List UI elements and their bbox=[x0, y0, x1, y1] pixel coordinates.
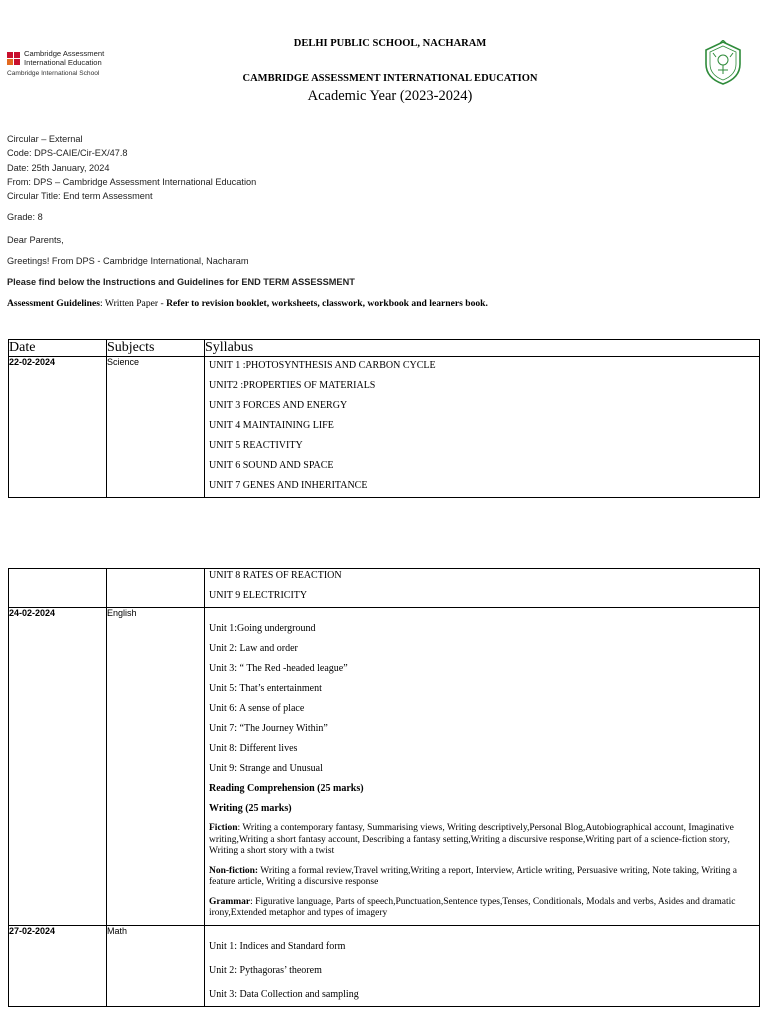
fiction-text: : Writing a contemporary fantasy, Summarising views, Writing descriptively,Personal Blog,Autobiographical account, Imaginative writing,Writing a short fantasy account, Describing a fantasy setting,Writing a discursive response,Writing part of a science-fiction story, Writing a short story with a twist bbox=[209, 823, 734, 856]
guidelines-text: Refer to revision booklet, worksheets, classwork, workbook and learners book. bbox=[166, 298, 488, 309]
circular-from: From: DPS – Cambridge Assessment International Education bbox=[7, 177, 257, 187]
circular-title: Circular Title: End term Assessment bbox=[7, 191, 153, 201]
syllabus-line: Unit 7: “The Journey Within” bbox=[209, 723, 328, 734]
syllabus-line: UNIT 9 ELECTRICITY bbox=[209, 590, 308, 601]
grade: Grade: 8 bbox=[7, 212, 43, 222]
header-subjects: Subjects bbox=[107, 340, 205, 357]
cambridge-logo bbox=[7, 50, 127, 77]
grammar-paragraph bbox=[205, 894, 759, 925]
syllabus-line: Unit 2: Law and order bbox=[209, 643, 298, 654]
syllabus-line: Unit 5: That’s entertainment bbox=[209, 683, 322, 694]
syllabus-cell bbox=[205, 357, 760, 498]
subject-cell: Math bbox=[107, 925, 205, 1006]
syllabus-line: Unit 1:Going underground bbox=[209, 623, 316, 634]
table-header-row bbox=[9, 340, 760, 357]
syllabus-line: UNIT 8 RATES OF REACTION bbox=[209, 570, 342, 581]
syllabus-line: Unit 3: Data Collection and sampling bbox=[209, 988, 359, 1000]
school-name: DELHI PUBLIC SCHOOL, NACHARAM bbox=[293, 38, 487, 49]
greeting: Greetings! From DPS - Cambridge International, Nacharam bbox=[7, 256, 249, 266]
header-syllabus: Syllabus bbox=[205, 340, 760, 357]
syllabus-line: Unit 9: Strange and Unusual bbox=[209, 763, 323, 774]
table-row bbox=[9, 925, 760, 1006]
syllabus-line: Unit 8: Different lives bbox=[209, 743, 298, 754]
empty-subject-cell bbox=[107, 569, 205, 608]
nonfiction-text: Writing a formal review,Travel writing,Writing a report, Interview, Article writing, Persuasive writing, Note taking, Writing a feature article, Writing a discursive response bbox=[209, 865, 738, 887]
syllabus-cell bbox=[205, 608, 760, 926]
syllabus-cell bbox=[205, 925, 760, 1006]
syllabus-cell bbox=[205, 569, 760, 608]
empty-date-cell bbox=[9, 569, 107, 608]
guidelines-mid: : Written Paper - bbox=[100, 298, 167, 309]
academic-year: Academic Year (2023-2024) bbox=[307, 88, 473, 104]
syllabus-line: UNIT2 :PROPERTIES OF MATERIALS bbox=[209, 380, 376, 391]
reading-marks: Reading Comprehension (25 marks) bbox=[209, 783, 364, 794]
syllabus-line: UNIT 1 :PHOTOSYNTHESIS AND CARBON CYCLE bbox=[209, 360, 436, 371]
guidelines-label: Assessment Guidelines bbox=[7, 298, 101, 309]
nonfiction-label: Non-fiction: bbox=[209, 865, 259, 876]
instruction: Please find below the Instructions and Guidelines for END TERM ASSESSMENT bbox=[7, 277, 355, 287]
cambridge-shield-icon bbox=[7, 52, 21, 66]
syllabus-line: Unit 2: Pythagoras’ theorem bbox=[209, 964, 322, 976]
date-cell: 22-02-2024 bbox=[9, 357, 107, 498]
table-row bbox=[9, 357, 760, 498]
grammar-label: Grammar bbox=[209, 896, 251, 907]
circular-type: Circular – External bbox=[7, 134, 83, 144]
fiction-label: Fiction bbox=[209, 823, 238, 833]
grammar-text: : Figurative language, Parts of speech,Punctuation,Sentence types,Tenses, Conditionals, Modals and verbs, Asides and dramatic irony,Extended metaphor and types of imagery bbox=[209, 896, 736, 918]
cambridge-sub: Cambridge International School bbox=[7, 70, 100, 77]
nonfiction-paragraph bbox=[205, 863, 759, 894]
syllabus-line: UNIT 6 SOUND AND SPACE bbox=[209, 460, 334, 471]
dps-crest-icon bbox=[703, 40, 743, 86]
circular-date: Date: 25th January, 2024 bbox=[7, 163, 110, 173]
date-cell: 24-02-2024 bbox=[9, 608, 107, 926]
board-name: CAMBRIDGE ASSESSMENT INTERNATIONAL EDUCATION bbox=[242, 73, 538, 84]
cambridge-brand-line2: International Education bbox=[24, 57, 102, 67]
syllabus-line: Unit 3: “ The Red -headed league” bbox=[209, 663, 348, 674]
assessment-guidelines bbox=[7, 298, 488, 309]
subject-cell: Science bbox=[107, 357, 205, 498]
syllabus-line: UNIT 7 GENES AND INHERITANCE bbox=[209, 480, 368, 491]
cambridge-brand-line1: Cambridge Assessment bbox=[24, 49, 105, 58]
circular-code: Code: DPS-CAIE/Cir-EX/47.8 bbox=[7, 148, 128, 158]
syllabus-line: Unit 1: Indices and Standard form bbox=[209, 940, 346, 952]
table-row bbox=[9, 569, 760, 608]
syllabus-line: UNIT 3 FORCES AND ENERGY bbox=[209, 400, 348, 411]
syllabus-table-2 bbox=[8, 568, 760, 1007]
subject-cell: English bbox=[107, 608, 205, 926]
date-cell: 27-02-2024 bbox=[9, 925, 107, 1006]
salutation: Dear Parents, bbox=[7, 235, 64, 245]
syllabus-line: UNIT 4 MAINTAINING LIFE bbox=[209, 420, 334, 431]
fiction-paragraph bbox=[205, 820, 759, 863]
syllabus-line: UNIT 5 REACTIVITY bbox=[209, 440, 303, 451]
writing-marks: Writing (25 marks) bbox=[209, 803, 292, 814]
syllabus-line: Unit 6: A sense of place bbox=[209, 703, 305, 714]
header-date: Date bbox=[9, 340, 107, 357]
table-row bbox=[9, 608, 760, 926]
syllabus-table-1 bbox=[8, 339, 760, 498]
